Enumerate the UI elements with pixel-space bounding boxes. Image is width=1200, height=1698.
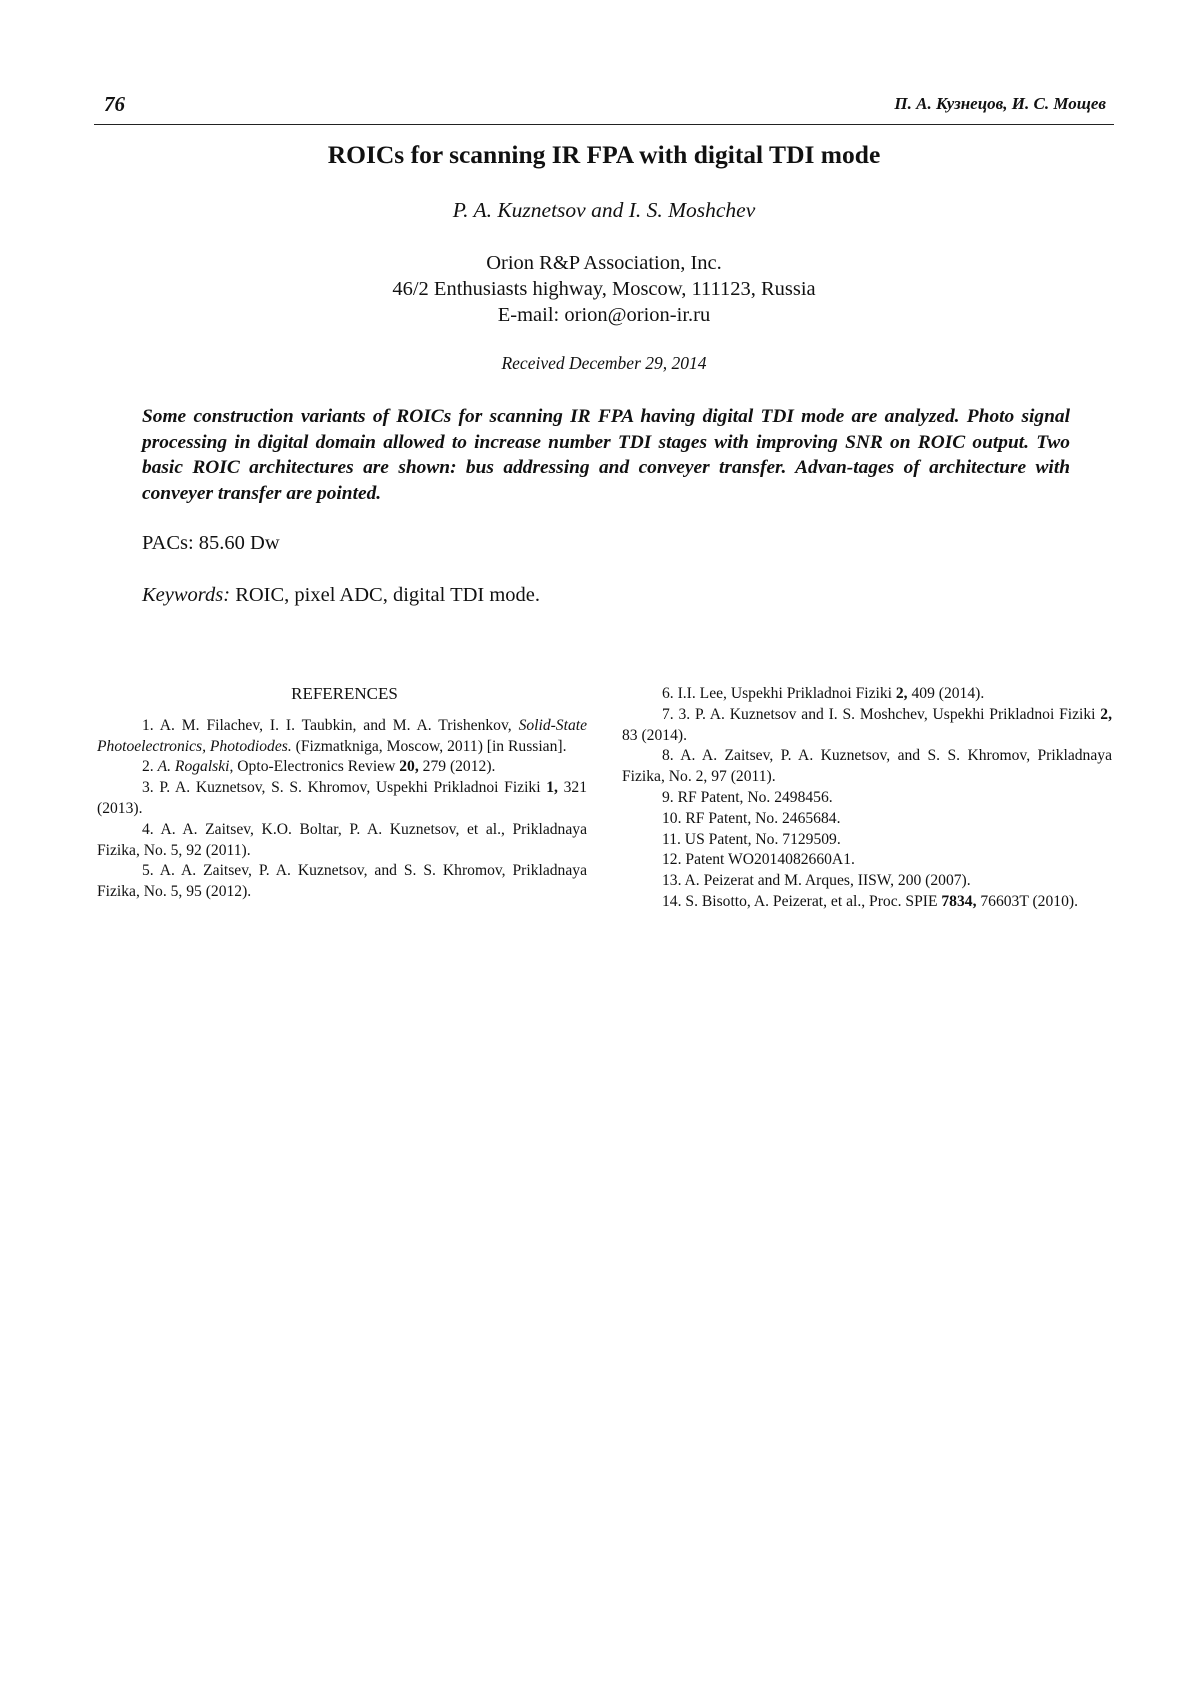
page-header	[94, 92, 1114, 125]
keywords	[142, 584, 540, 607]
keywords-label: Keywords:	[142, 584, 231, 606]
affiliation-address: 46/2 Enthusiasts highway, Moscow, 111123, Russia	[392, 278, 816, 300]
references-right-column	[622, 684, 1112, 913]
reference-5: 5. A. A. Zaitsev, P. A. Kuznetsov, and S. S. Khromov, Prikladnaya Fizika, No. 5, 95 (2012).	[97, 862, 587, 901]
reference-8: 8. A. A. Zaitsev, P. A. Kuznetsov, and S. S. Khromov, Prikladnaya Fizika, No. 2, 97 (2011).	[622, 747, 1112, 786]
reference-10: 10. RF Patent, No. 2465684.	[662, 809, 841, 827]
running-head: П. А. Кузнецов, И. С. Мощев	[894, 94, 1106, 113]
reference-4: 4. A. A. Zaitsev, K.O. Boltar, P. A. Kuznetsov, et al., Prikladnaya Fizika, No. 5, 92 (2011).	[97, 820, 587, 859]
reference-9: 9. RF Patent, No. 2498456.	[662, 788, 833, 806]
affiliation-email: E-mail: orion@orion-ir.ru	[497, 304, 711, 326]
reference-14: 14. S. Bisotto, A. Peizerat, et al., Proc. SPIE 7834, 76603T (2010).	[662, 892, 1078, 910]
authors: P. A. Kuznetsov and I. S. Moshchev	[452, 198, 756, 222]
reference-1: 1. A. M. Filachev, I. I. Taubkin, and M. A. Trishenkov, Solid-State Photoelectronics, Photodiodes. (Fizmatkniga, Moscow, 2011) [in Russian].	[97, 716, 587, 755]
references-left-column	[97, 684, 587, 903]
references-heading: REFERENCES	[291, 684, 398, 703]
received-date: Received December 29, 2014	[501, 353, 707, 373]
page-number: 76	[104, 92, 125, 116]
affiliation-org: Orion R&P Association, Inc.	[486, 252, 722, 274]
reference-7: 7. 3. P. A. Kuznetsov and I. S. Moshchev, Uspekhi Prikladnoi Fiziki 2, 83 (2014).	[622, 705, 1112, 744]
reference-2: 2. A. Rogalski, Opto-Electronics Review 20, 279 (2012).	[142, 758, 496, 776]
reference-6: 6. I.I. Lee, Uspekhi Prikladnoi Fiziki 2, 409 (2014).	[662, 685, 985, 702]
reference-12: 12. Patent WO2014082660A1.	[662, 851, 855, 869]
reference-11: 11. US Patent, No. 7129509.	[662, 830, 841, 848]
affiliation	[94, 250, 1114, 328]
keywords-text: ROIC, pixel ADC, digital TDI mode.	[230, 584, 541, 606]
pacs: PACs: 85.60 Dw	[142, 532, 280, 554]
reference-3: 3. P. A. Kuznetsov, S. S. Khromov, Uspekhi Prikladnoi Fiziki 1, 321 (2013).	[97, 779, 587, 817]
paper-title: ROICs for scanning IR FPA with digital TDI mode	[327, 140, 881, 169]
abstract: Some construction variants of ROICs for scanning IR FPA having digital TDI mode are analyzed. Photo signal processing in digital domain allowed to increase number TDI stages with improving SNR on ROIC output. Two basic ROIC architectures are shown: bus addressing and conveyer transfer. Advan-tages of architecture with conveyer transfer are pointed.	[142, 406, 1070, 504]
reference-13: 13. A. Peizerat and M. Arques, IISW, 200 (2007).	[662, 872, 971, 890]
